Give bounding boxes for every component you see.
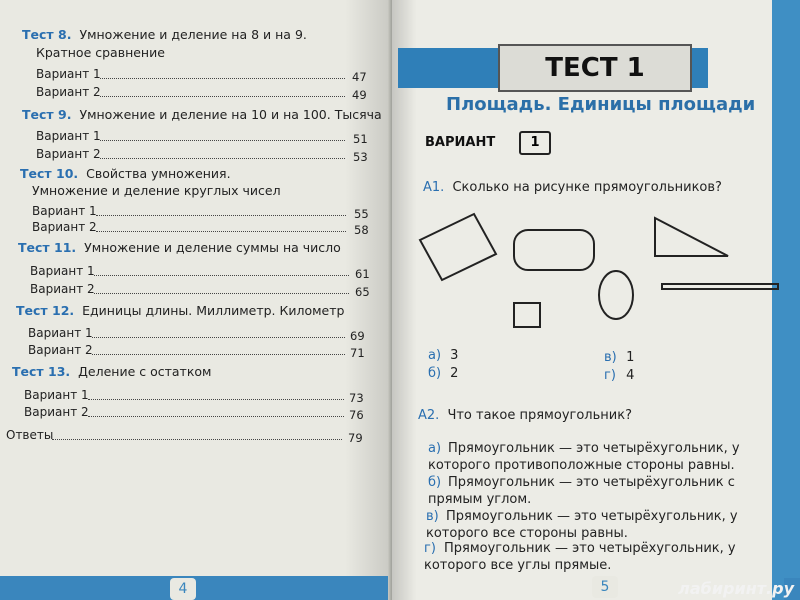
toc-test-11 bbox=[18, 240, 341, 255]
toc-leader-dots bbox=[100, 140, 345, 141]
question-number: А1. bbox=[423, 180, 445, 195]
toc-test-title: Свойства умножения. bbox=[86, 166, 231, 181]
toc-variant: Вариант 2 bbox=[36, 85, 101, 99]
answer-option[interactable] bbox=[428, 440, 758, 474]
toc-test-subtitle: Умножение и деление круглых чисел bbox=[32, 183, 281, 198]
toc-variant: Вариант 2 bbox=[30, 282, 95, 296]
toc-leader-dots bbox=[92, 354, 345, 355]
page-number: 5 bbox=[592, 576, 618, 598]
rotated-rectangle-shape bbox=[420, 214, 496, 280]
answer-option[interactable] bbox=[428, 474, 758, 508]
option-text: 1 bbox=[626, 350, 635, 365]
toc-leader-dots bbox=[88, 399, 344, 400]
option-text: 4 bbox=[626, 368, 635, 383]
toc-test-9 bbox=[22, 107, 382, 122]
variant-number: 1 bbox=[519, 131, 551, 155]
toc-leader-dots bbox=[52, 439, 342, 440]
ellipse-shape bbox=[599, 271, 633, 319]
variant-label: ВАРИАНТ bbox=[425, 135, 496, 150]
option-letter: в) bbox=[426, 509, 439, 524]
toc-test-subtitle: Кратное сравнение bbox=[36, 45, 165, 60]
toc-test-label: Тест 12. bbox=[16, 303, 75, 318]
toc-test-title: Единицы длины. Миллиметр. Километр bbox=[82, 303, 345, 318]
option-text: 3 bbox=[450, 348, 459, 363]
question-a2 bbox=[418, 408, 632, 423]
toc-test-label: Тест 10. bbox=[20, 166, 79, 181]
toc-variant: Вариант 2 bbox=[28, 343, 93, 357]
toc-variant: Вариант 1 bbox=[32, 204, 97, 218]
toc-page-number: 49 bbox=[352, 88, 367, 102]
toc-page-number: 61 bbox=[355, 267, 370, 281]
answer-option[interactable] bbox=[604, 350, 634, 365]
page-bottom-band bbox=[0, 576, 392, 600]
toc-test-label: Тест 13. bbox=[12, 364, 71, 379]
toc-leader-dots bbox=[100, 78, 345, 79]
toc-answers: Ответы bbox=[6, 428, 54, 442]
toc-page-number: 73 bbox=[349, 391, 364, 405]
option-text: Прямоугольник — это четырёхугольник, у которого противоположные стороны равны. bbox=[428, 441, 740, 473]
toc-leader-dots bbox=[96, 215, 346, 216]
toc-page-number: 69 bbox=[350, 329, 365, 343]
question-number: А2. bbox=[418, 408, 440, 423]
toc-test-title: Умножение и деление суммы на число bbox=[84, 240, 341, 255]
watermark: лабиринт.ру bbox=[678, 579, 794, 598]
toc-leader-dots bbox=[96, 231, 346, 232]
toc-page-number: 65 bbox=[355, 285, 370, 299]
page-number: 4 bbox=[170, 578, 196, 600]
option-text: Прямоугольник — это четырёхугольник, у которого все углы прямые. bbox=[424, 541, 736, 573]
toc-variant: Вариант 1 bbox=[28, 326, 93, 340]
toc-page-number: 47 bbox=[352, 70, 367, 84]
toc-leader-dots bbox=[92, 337, 345, 338]
rounded-rectangle-shape bbox=[514, 230, 594, 270]
toc-variant: Вариант 2 bbox=[32, 220, 97, 234]
option-letter: б) bbox=[428, 475, 442, 490]
question-text: Что такое прямоугольник? bbox=[447, 408, 632, 423]
option-letter: г) bbox=[604, 368, 616, 383]
toc-page-number: 58 bbox=[354, 223, 369, 237]
option-text: Прямоугольник — это четырёхугольник с прямым углом. bbox=[428, 475, 735, 507]
toc-test-label: Тест 8. bbox=[22, 27, 72, 42]
answer-option[interactable] bbox=[428, 348, 458, 363]
toc-page-number: 55 bbox=[354, 207, 369, 221]
option-letter: а) bbox=[428, 348, 442, 363]
test-header: ТЕСТ 1 bbox=[498, 44, 692, 92]
toc-variant: Вариант 2 bbox=[36, 147, 101, 161]
toc-page-number: 51 bbox=[353, 132, 368, 146]
toc-page-number: 71 bbox=[350, 346, 365, 360]
toc-page-number: 79 bbox=[348, 431, 363, 445]
triangle-shape bbox=[655, 218, 728, 256]
toc-test-10 bbox=[20, 166, 231, 181]
toc-leader-dots bbox=[88, 416, 344, 417]
toc-variant: Вариант 1 bbox=[30, 264, 95, 278]
thin-rectangle-shape bbox=[662, 284, 778, 289]
toc-leader-dots bbox=[100, 158, 345, 159]
answer-option[interactable] bbox=[428, 366, 458, 381]
answer-option[interactable] bbox=[426, 508, 756, 542]
option-text: 2 bbox=[450, 366, 459, 381]
option-letter: в) bbox=[604, 350, 617, 365]
question-a1 bbox=[423, 180, 722, 195]
option-letter: б) bbox=[428, 366, 442, 381]
option-text: Прямоугольник — это четырёхугольник, у которого все стороны равны. bbox=[426, 509, 738, 541]
answer-option[interactable] bbox=[604, 368, 634, 383]
toc-test-label: Тест 11. bbox=[18, 240, 77, 255]
toc-variant: Вариант 2 bbox=[24, 405, 89, 419]
toc-leader-dots bbox=[94, 293, 349, 294]
toc-page-number: 76 bbox=[349, 408, 364, 422]
toc-variant: Вариант 1 bbox=[36, 67, 101, 81]
toc-test-12 bbox=[16, 303, 344, 318]
toc-variant: Вариант 1 bbox=[24, 388, 89, 402]
square-shape bbox=[514, 303, 540, 327]
question-text: Сколько на рисунке прямоугольников? bbox=[452, 180, 722, 195]
toc-variant: Вариант 1 bbox=[36, 129, 101, 143]
toc-leader-dots bbox=[100, 96, 345, 97]
toc-test-8 bbox=[22, 27, 307, 42]
toc-test-title: Деление с остатком bbox=[78, 364, 212, 379]
toc-leader-dots bbox=[94, 275, 349, 276]
toc-test-13 bbox=[12, 364, 211, 379]
answer-option[interactable] bbox=[424, 540, 754, 574]
test-title: Площадь. Единицы площади bbox=[446, 94, 756, 115]
shapes-figure bbox=[400, 200, 800, 340]
option-letter: а) bbox=[428, 441, 442, 456]
toc-test-title: Умножение и деление на 10 и на 100. Тысяча bbox=[79, 107, 382, 122]
toc-page-number: 53 bbox=[353, 150, 368, 164]
toc-test-label: Тест 9. bbox=[22, 107, 72, 122]
toc-test-title: Умножение и деление на 8 и на 9. bbox=[79, 27, 307, 42]
option-letter: г) bbox=[424, 541, 436, 556]
left-page-contents bbox=[0, 0, 392, 600]
